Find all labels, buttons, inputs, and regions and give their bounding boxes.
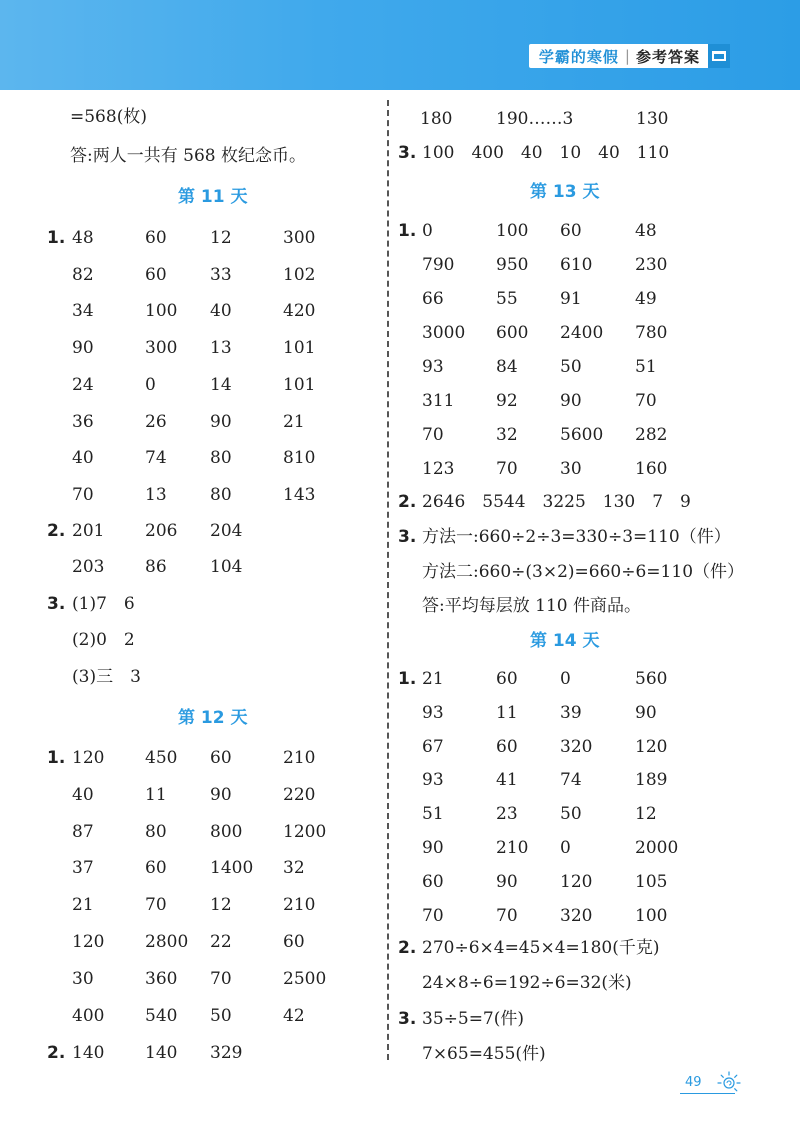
answer-cell: 80 (210, 484, 232, 505)
answer-cell: 60 (145, 264, 167, 285)
answer-cell: 93 (422, 770, 444, 791)
answer-cell: 282 (635, 425, 668, 445)
answer-cell: 130 (636, 109, 669, 129)
day-12-title: 第 12 天 (178, 708, 248, 728)
answer-cell: 100 (496, 221, 529, 241)
answer-cell: 14 (210, 374, 232, 395)
answer-cell: 60 (145, 858, 167, 879)
answer-cell: 51 (422, 804, 444, 825)
answer-cell: 140 (72, 1043, 105, 1063)
answer-cell: 12 (210, 228, 232, 248)
answer-cell: 42 (283, 1005, 305, 1026)
answer-cell: 320 (560, 905, 593, 926)
answer-cell: 0 (422, 221, 433, 241)
answer-cell: 55 (496, 289, 518, 309)
answer-cell: 24 (72, 374, 94, 395)
answer-cell: 60 (496, 736, 518, 757)
answer-cell: 160 (635, 459, 668, 479)
answer-cell: 120 (635, 736, 668, 757)
answer-cell: 60 (283, 932, 305, 952)
answer-line: 35÷5=7(件) (422, 1009, 525, 1029)
answer-cell: 102 (283, 264, 316, 285)
answer-cell: 70 (210, 968, 232, 989)
column-divider (387, 100, 389, 1060)
question-number: 1. (398, 221, 417, 241)
answer-cell: 2800 (145, 932, 189, 952)
answer-cell: 93 (422, 702, 444, 723)
answer-cell: 180 (420, 109, 453, 129)
answer-cell: 123 (422, 459, 455, 479)
answer-cell: 48 (72, 228, 94, 248)
answer-cell: 41 (496, 770, 518, 791)
answer-cell: 120 (72, 748, 105, 768)
answer-line: 100 400 40 10 40 110 (422, 143, 670, 163)
answer-cell: 26 (145, 411, 167, 432)
page-number: 49 (685, 1075, 702, 1090)
answer-cell: 2000 (635, 838, 679, 858)
answer-cell: 610 (560, 255, 593, 275)
answer-cell: 90 (210, 411, 232, 432)
answer-cell: 90 (635, 702, 657, 723)
answer-cell: 1400 (210, 858, 254, 879)
question-number: 2. (47, 521, 66, 541)
answer-cell: 5600 (560, 425, 604, 445)
answer-cell: 810 (283, 448, 316, 469)
answer-cell: 311 (422, 391, 455, 411)
answer-cell: 93 (422, 357, 444, 377)
answer-cell: 40 (72, 448, 94, 469)
answer-cell: 800 (210, 821, 243, 842)
answer-cell: 66 (422, 289, 444, 309)
answer-cell: 11 (145, 784, 167, 805)
question-number: 1. (47, 748, 66, 768)
answer-cell: 82 (72, 264, 94, 285)
answer-cell: 12 (210, 895, 232, 916)
question-number: 3. (398, 1009, 417, 1029)
answer-line: 答:两人一共有 568 枚纪念币。 (70, 146, 306, 166)
answer-cell: 40 (210, 301, 232, 322)
answer-cell: 91 (560, 289, 582, 309)
answer-cell: 70 (635, 391, 657, 411)
answer-line: 2646 5544 3225 130 7 9 (422, 492, 691, 512)
brand-title: 学霸的寒假 (538, 47, 619, 66)
answer-cell: 70 (496, 905, 518, 926)
answer-cell: 50 (560, 804, 582, 825)
answer-cell: 60 (560, 221, 582, 241)
question-number: 1. (47, 228, 66, 248)
answer-cell: 50 (210, 1005, 232, 1026)
answer-cell: 329 (210, 1043, 243, 1063)
book-icon (708, 44, 730, 68)
answer-cell: 70 (145, 895, 167, 916)
answer-cell: 80 (145, 821, 167, 842)
answer-cell: 21 (72, 895, 94, 916)
question-number: 3. (398, 527, 417, 547)
answer-cell: 100 (635, 905, 668, 926)
answer-cell: 30 (72, 968, 94, 989)
answer-cell: 450 (145, 748, 178, 768)
answer-cell: 70 (422, 905, 444, 926)
section-title: 参考答案 (635, 47, 700, 66)
answer-cell: 70 (72, 484, 94, 505)
answer-cell: 90 (496, 871, 518, 892)
answer-cell: 204 (210, 521, 243, 541)
answer-line: (1)7 6 (72, 594, 135, 614)
answer-cell: 60 (145, 228, 167, 248)
answer-cell: 37 (72, 858, 94, 879)
answer-line: 方法一:660÷2÷3=330÷3=110（件） (422, 527, 731, 547)
answer-cell: 2400 (560, 323, 604, 343)
answer-cell: 950 (496, 255, 529, 275)
answer-cell: 11 (496, 702, 518, 723)
answer-cell: 90 (560, 391, 582, 411)
answer-cell: 74 (560, 770, 582, 791)
answer-cell: 101 (283, 338, 316, 359)
question-number: 3. (398, 143, 417, 163)
answer-line: 270÷6×4=45×4=180(千克) (422, 938, 660, 958)
answer-cell: 22 (210, 932, 232, 952)
answer-cell: 600 (496, 323, 529, 343)
answer-cell: 100 (145, 301, 178, 322)
answer-cell: 220 (283, 784, 316, 805)
answer-cell: 105 (635, 871, 668, 892)
answer-cell: 21 (422, 669, 444, 689)
answer-cell: 39 (560, 702, 582, 723)
answer-line: 答:平均每层放 110 件商品。 (422, 596, 641, 616)
answer-cell: 201 (72, 521, 105, 541)
answer-cell: 300 (283, 228, 316, 248)
header-tag (529, 44, 730, 68)
answer-cell: 101 (283, 374, 316, 395)
answer-cell: 60 (496, 669, 518, 689)
answer-cell: 50 (560, 357, 582, 377)
answer-cell: 203 (72, 557, 105, 577)
answer-cell: 360 (145, 968, 178, 989)
answer-cell: 21 (283, 411, 305, 432)
answer-cell: 540 (145, 1005, 178, 1026)
answer-cell: 3000 (422, 323, 466, 343)
answer-line: 24×8÷6=192÷6=32(米) (422, 973, 632, 993)
answer-cell: 120 (72, 932, 105, 952)
answer-cell: 70 (422, 425, 444, 445)
answer-cell: 210 (283, 895, 316, 916)
answer-cell: 92 (496, 391, 518, 411)
answer-cell: 86 (145, 557, 167, 577)
answer-cell: 1200 (283, 821, 327, 842)
answer-cell: 13 (210, 338, 232, 359)
answer-cell: 420 (283, 301, 316, 322)
answer-cell: 320 (560, 736, 593, 757)
answer-line: (3)三 3 (72, 667, 141, 687)
answer-cell: 60 (210, 748, 232, 768)
answer-cell: 0 (560, 669, 571, 689)
sun-swirl-icon (716, 1070, 742, 1096)
day-11-title: 第 11 天 (178, 187, 248, 207)
answer-cell: 210 (496, 838, 529, 858)
answer-line: (2)0 2 (72, 630, 135, 650)
answer-cell: 34 (72, 301, 94, 322)
answer-cell: 74 (145, 448, 167, 469)
answer-cell: 32 (283, 858, 305, 879)
answer-cell: 80 (210, 448, 232, 469)
question-number: 2. (47, 1043, 66, 1063)
continuation-line: =568(枚) (70, 107, 147, 127)
answer-cell: 190……3 (496, 109, 574, 129)
answer-cell: 400 (72, 1005, 105, 1026)
answer-cell: 13 (145, 484, 167, 505)
question-number: 3. (47, 594, 66, 614)
answer-cell: 48 (635, 221, 657, 241)
answer-cell: 206 (145, 521, 178, 541)
day-13-title: 第 13 天 (530, 182, 600, 202)
answer-cell: 60 (422, 871, 444, 892)
header-separator: | (624, 47, 630, 65)
answer-cell: 32 (496, 425, 518, 445)
answer-cell: 51 (635, 357, 657, 377)
answer-cell: 90 (422, 838, 444, 858)
answer-cell: 230 (635, 255, 668, 275)
answer-line: 7×65=455(件) (422, 1044, 546, 1064)
answer-cell: 67 (422, 736, 444, 757)
answer-cell: 12 (635, 804, 657, 825)
answer-cell: 140 (145, 1043, 178, 1063)
answer-cell: 90 (210, 784, 232, 805)
answer-cell: 70 (496, 459, 518, 479)
answer-cell: 560 (635, 669, 668, 689)
answer-cell: 210 (283, 748, 316, 768)
answer-cell: 90 (72, 338, 94, 359)
answer-cell: 23 (496, 804, 518, 825)
answer-cell: 49 (635, 289, 657, 309)
answer-cell: 2500 (283, 968, 327, 989)
answer-cell: 104 (210, 557, 243, 577)
answer-cell: 87 (72, 821, 94, 842)
answer-cell: 780 (635, 323, 668, 343)
question-number: 1. (398, 669, 417, 689)
answer-cell: 30 (560, 459, 582, 479)
answer-cell: 33 (210, 264, 232, 285)
question-number: 2. (398, 938, 417, 958)
answer-cell: 143 (283, 484, 316, 505)
answer-cell: 300 (145, 338, 178, 359)
answer-cell: 189 (635, 770, 668, 791)
answer-cell: 40 (72, 784, 94, 805)
answer-cell: 0 (560, 838, 571, 858)
answer-cell: 120 (560, 871, 593, 892)
answer-cell: 790 (422, 255, 455, 275)
question-number: 2. (398, 492, 417, 512)
answer-cell: 84 (496, 357, 518, 377)
answer-cell: 36 (72, 411, 94, 432)
answer-line: 方法二:660÷(3×2)=660÷6=110（件） (422, 562, 745, 582)
answer-cell: 0 (145, 374, 156, 395)
day-14-title: 第 14 天 (530, 631, 600, 651)
